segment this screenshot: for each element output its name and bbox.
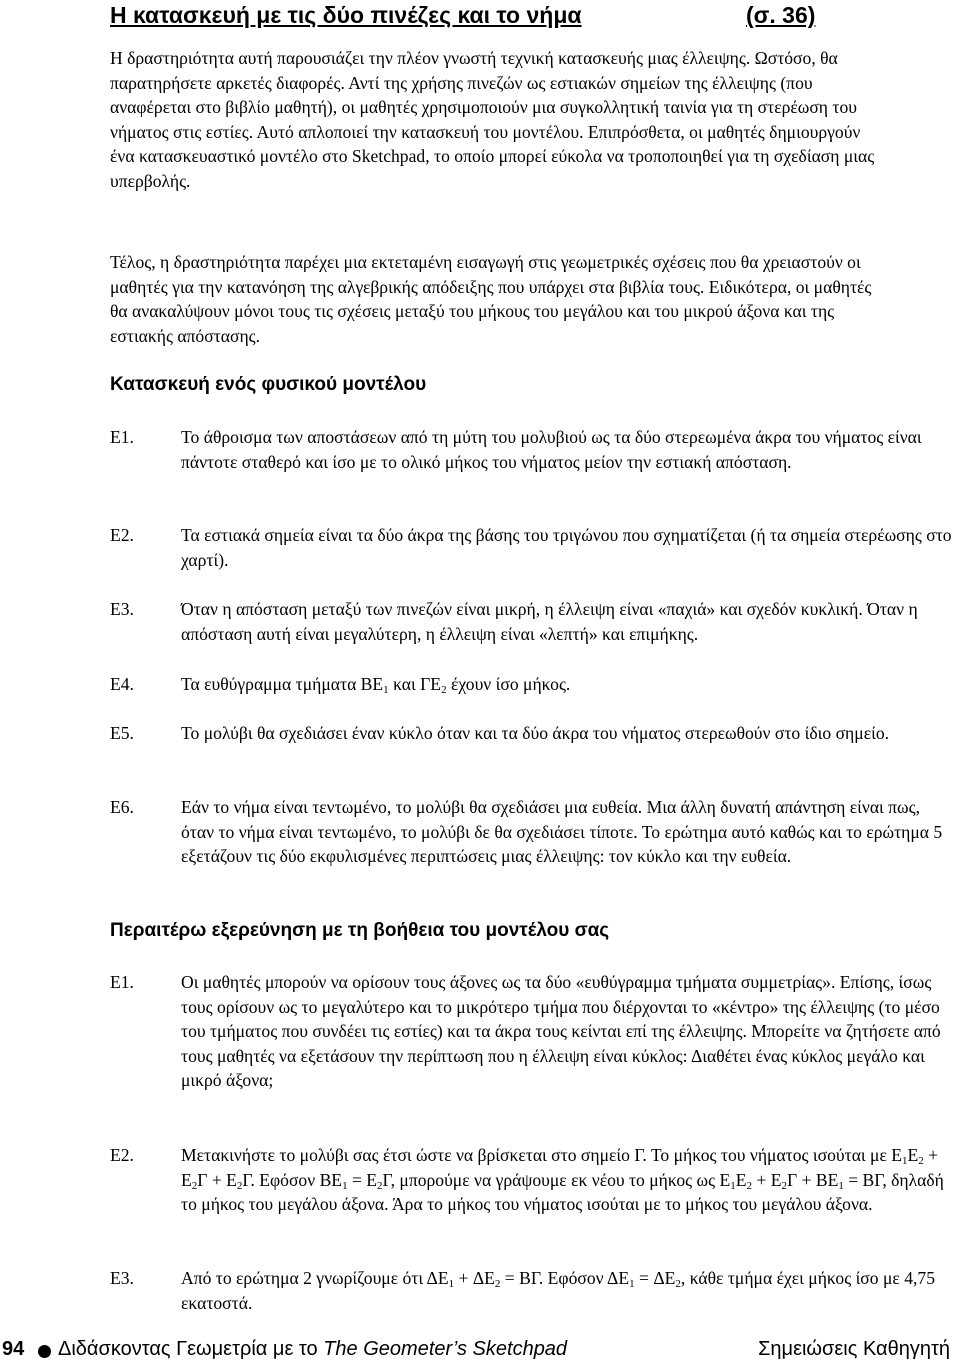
item-number: E2.: [110, 525, 134, 545]
item-text: Τα εστιακά σημεία είναι τα δύο άκρα της βάσης του τριγώνου που σχηματίζεται (ή τα σημεία στερέωσης στο χαρτί).: [181, 525, 952, 570]
item-number: E3.: [110, 1268, 134, 1288]
item-number: E2.: [110, 1145, 134, 1165]
footer-section-label: Σημειώσεις Καθηγητή: [758, 1338, 950, 1360]
item-number: E1.: [110, 972, 134, 992]
intro-paragraph-2: Τέλος, η δραστηριότητα παρέχει μια εκτεταμένη εισαγωγή στις γεωμετρικές σχέσεις που θα χρειαστούν οι μαθητές για την κατανόηση της αλγεβρικής απόδειξης που υπάρχει στα βιβλία τους. Ειδικότερα, οι μαθητές θα ανακαλύψουν μόνοι τους τις σχέσεις μεταξύ του μήκους του μεγάλου και του μικρού άξονα και της εστιακής απόστασης.: [110, 252, 872, 346]
section-heading-physical-model: Κατασκευή ενός φυσικού μοντέλου: [110, 374, 427, 395]
bullet-dot-icon: [38, 1345, 51, 1358]
intro-paragraph-1: Η δραστηριότητα αυτή παρουσιάζει την πλέον γνωστή τεχνική κατασκευής μιας έλλειψης. Ωστόσο, θα παρατηρήσετε αρκετές διαφορές. Αντί της χρήσης πινεζών ως εστιακών σημείων της έλλειψης (που αναφέρεται στο βιβλίο μαθητή), οι μαθητές χρησιμοποιούν μια συγκολλητική ταινία για τη στερέωση του νήματος στις εστίες. Αυτό απλοποιεί την κατασκευή του μοντέλου. Επιπρόσθετα, οι μαθητές δημιουργούν ένα κατασκευαστικό μοντέλο στο Sketchpad, το οποίο μπορεί εύκολα να τροποποιηθεί για τη σχεδίαση μιας υπερβολής.: [110, 48, 875, 191]
item-number: E5.: [110, 723, 134, 743]
item-number: E6.: [110, 797, 134, 817]
item-number: E3.: [110, 599, 134, 619]
item-text: Το μολύβι θα σχεδιάσει έναν κύκλο όταν και τα δύο άκρα του νήματος στερεωθούν στο ίδιο σημείο.: [181, 723, 890, 743]
item-text: Από το ερώτημα 2 γνωρίζουμε ότι $\Delta E_1 + \Delta E_2 = B\Gamma$. Εφόσον $\Delta E_1 = \Delta E_2$, κάθε τμήμα έχει μήκος ίσο με 4,75 εκατοστά.: [181, 1268, 935, 1313]
book-title: Διδάσκοντας Γεωμετρία με το The Geometer’s Sketchpad: [58, 1338, 568, 1360]
section-heading-further-exploration: Περαιτέρω εξερεύνηση με τη βοήθεια του μοντέλου σας: [110, 920, 610, 941]
item-number: E4.: [110, 674, 134, 694]
page-number: 94: [2, 1338, 25, 1360]
item-text: Όταν η απόσταση μεταξύ των πινεζών είναι μικρή, η έλλειψη είναι «παχιά» και σχεδόν κυκλική. Όταν η απόσταση αυτή είναι μεγαλύτερη, η έλλειψη είναι «λεπτή» και επιμήκης.: [181, 599, 918, 644]
page-header: [110, 2, 830, 34]
item-text: Τα ευθύγραμμα τμήματα $BE_1$ και $\Gamma E_2$ έχουν ίσο μήκος.: [181, 674, 571, 696]
page-footer: [0, 1336, 960, 1368]
item-text: Μετακινήστε το μολύβι σας έτσι ώστε να βρίσκεται στο σημείο Γ. Το μήκος του νήματος ισούται με $E_1E_2 + E_2\Gamma + E_2\Gamma$. Εφόσον $BE_1 = E_2\Gamma$, μπορούμε να γράψουμε εκ νέου το μήκος ως $E_1E_2 + E_2\Gamma + BE_1 = B\Gamma$, δηλαδή το μήκος του μεγάλου άξονα. Άρα το μήκος του νήματος ισούται με το μήκος του μεγάλου άξονα.: [181, 1145, 944, 1215]
item-text: Εάν το νήμα είναι τεντωμένο, το μολύβι θα σχεδιάσει μια ευθεία. Μια άλλη δυνατή απάντηση είναι πως, όταν το νήμα είναι τεντωμένο, το μολύβι δε θα σχεδιάσει τίποτε. Το ερώτημα αυτό καθώς και το ερώτημα 5 εξετάζουν τις δύο εκφυλισμένες περιπτώσεις μιας έλλειψης: τον κύκλο και την ευθεία.: [181, 797, 943, 867]
item-text: Οι μαθητές μπορούν να ορίσουν τους άξονες ως τα δύο «ευθύγραμμα τμήματα συμμετρίας». Επίσης, ίσως τους ορίσουν ως το μεγαλύτερο και το μικρότερο τμήμα που διέρχονται το «κέντρο» της έλλειψης (το μέσο του τμήματος που συνδέει τις εστίες) και τα άκρα τους κείνται επί της έλλειψης. Μπορείτε να ζητήσετε από τους μαθητές να εξετάσουν την περίπτωση που η έλλειψη είναι κύκλος: Διαθέτει ένας κύκλος μεγάλο και μικρό άξονα;: [181, 972, 941, 1091]
page-reference: (σ. 36): [746, 2, 816, 28]
item-text: Το άθροισμα των αποστάσεων από τη μύτη του μολυβιού ως τα δύο στερεωμένα άκρα του νήματος είναι πάντοτε σταθερό και ίσο με το ολικό μήκος του νήματος μείον την εστιακή απόσταση.: [181, 427, 922, 472]
item-number: E1.: [110, 427, 134, 447]
page-title: Η κατασκευή με τις δύο πινέζες και το νήμα: [110, 2, 582, 28]
